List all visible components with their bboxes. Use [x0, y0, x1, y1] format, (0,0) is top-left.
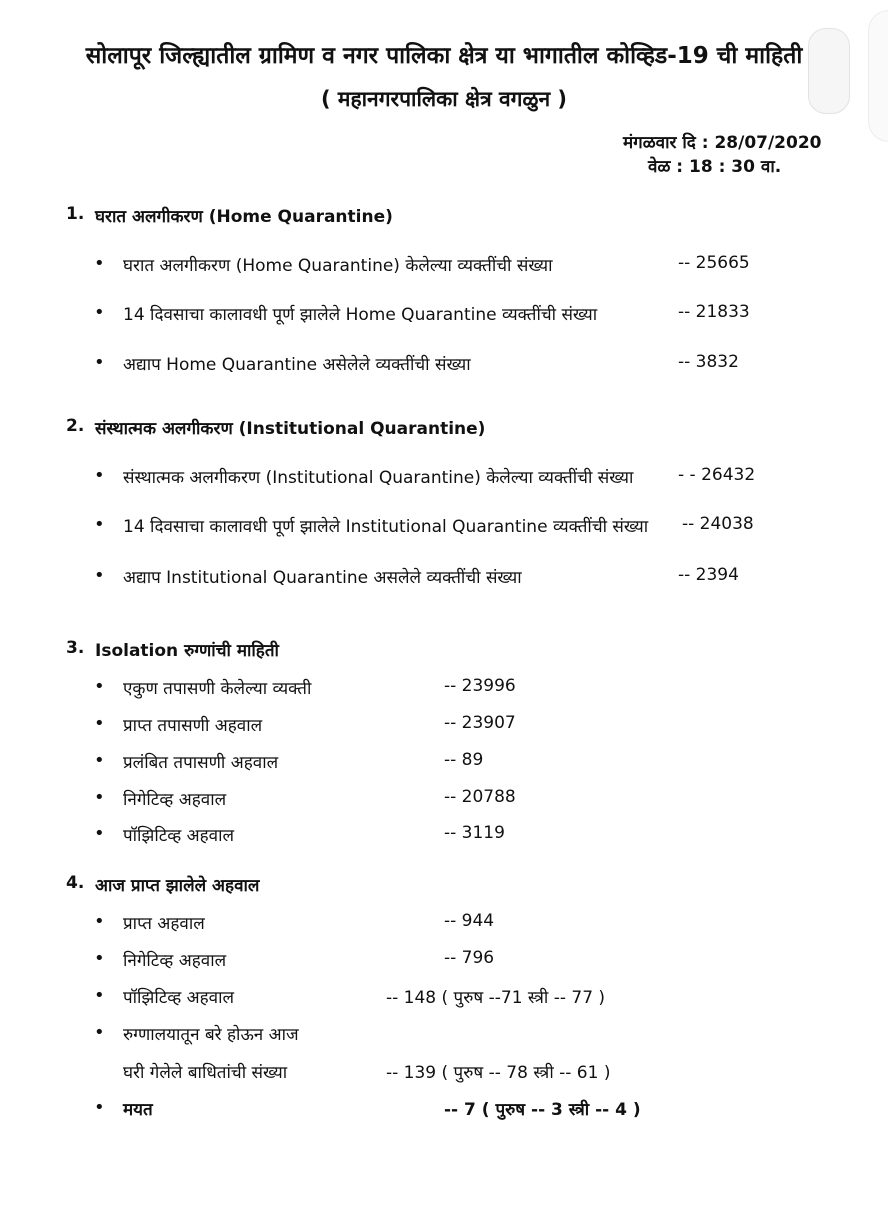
list-item-value: -- 23996: [444, 676, 516, 696]
bullet-icon: •: [94, 253, 105, 274]
list-item-value: -- 3119: [444, 823, 505, 843]
overlay-button: [808, 28, 850, 114]
list-item-label: घरात अलगीकरण (Home Quarantine) केलेल्या व्यक्तींची संख्या: [123, 256, 553, 276]
list-item-label: प्रलंबित तपासणी अहवाल: [123, 753, 279, 773]
list-item-value: -- 796: [444, 948, 495, 968]
list-item-label: निगेटिव्ह अहवाल: [123, 790, 227, 810]
section-number: 1.: [66, 204, 85, 224]
list-item-value: -- 3832: [678, 352, 739, 372]
list-item-value: -- 944: [444, 911, 495, 931]
list-item-value: -- 24038: [682, 514, 754, 534]
bullet-icon: •: [94, 1097, 105, 1118]
list-item-value: -- 139 ( पुरुष -- 78 स्त्री -- 61 ): [386, 1063, 611, 1083]
list-item-value: -- 23907: [444, 713, 516, 733]
report-time: वेळ : 18 : 30 वा.: [648, 157, 782, 177]
list-item-label: प्राप्त अहवाल: [123, 914, 205, 934]
section-title: संस्थात्मक अलगीकरण (Institutional Quarantine): [95, 419, 486, 439]
report-date: मंगळवार दि : 28/07/2020: [623, 133, 822, 153]
list-item-label: पॉझिटिव्ह अहवाल: [123, 826, 235, 846]
list-item-label: प्राप्त तपासणी अहवाल: [123, 716, 263, 736]
list-item-label: 14 दिवसाचा कालावधी पूर्ण झालेले Institutional Quarantine व्यक्तींची संख्या: [123, 517, 649, 537]
section-number: 3.: [66, 638, 85, 658]
bullet-icon: •: [94, 911, 105, 932]
section-number: 4.: [66, 873, 85, 893]
list-item-label: अद्याप Home Quarantine असेलेले व्यक्तींची संख्या: [123, 355, 471, 375]
bullet-icon: •: [94, 787, 105, 808]
list-item-label: अद्याप Institutional Quarantine असलेले व्यक्तींची संख्या: [123, 568, 522, 588]
bullet-icon: •: [94, 1022, 105, 1043]
list-item-label: पॉझिटिव्ह अहवाल: [123, 988, 235, 1008]
list-item-value: -- 21833: [678, 302, 750, 322]
bullet-icon: •: [94, 823, 105, 844]
list-item-value: - - 26432: [678, 465, 756, 485]
list-item-label: संस्थात्मक अलगीकरण (Institutional Quarantine) केलेल्या व्यक्तींची संख्या: [123, 468, 634, 488]
bullet-icon: •: [94, 465, 105, 486]
list-item-label: मयत: [123, 1100, 153, 1120]
section-title: आज प्राप्त झालेले अहवाल: [95, 876, 260, 896]
list-item-value: -- 20788: [444, 787, 516, 807]
document-title: सोलापूर जिल्ह्यातील ग्रामिण व नगर पालिका क्षेत्र या भागातील कोव्हिड-19 ची माहिती: [85, 43, 803, 69]
bullet-icon: •: [94, 352, 105, 373]
bullet-icon: •: [94, 514, 105, 535]
bullet-icon: •: [94, 565, 105, 586]
bullet-icon: •: [94, 676, 105, 697]
section-title: घरात अलगीकरण (Home Quarantine): [95, 207, 393, 227]
list-item-value: -- 148 ( पुरुष --71 स्त्री -- 77 ): [386, 988, 606, 1008]
bullet-icon: •: [94, 302, 105, 323]
bullet-icon: •: [94, 948, 105, 969]
section-number: 2.: [66, 416, 85, 436]
list-item-label: एकुण तपासणी केलेल्या व्यक्ती: [123, 679, 312, 699]
list-item-value: -- 7 ( पुरुष -- 3 स्त्री -- 4 ): [444, 1100, 641, 1120]
list-item-label: 14 दिवसाचा कालावधी पूर्ण झालेले Home Quarantine व्यक्तींची संख्या: [123, 305, 598, 325]
bullet-icon: •: [94, 713, 105, 734]
list-item-value: -- 2394: [678, 565, 739, 585]
list-item-value: -- 89: [444, 750, 484, 770]
list-item-label-continued: घरी गेलेले बाधितांची संख्या: [123, 1063, 288, 1083]
list-item-label: निगेटिव्ह अहवाल: [123, 951, 227, 971]
list-item-value: -- 25665: [678, 253, 750, 273]
bullet-icon: •: [94, 750, 105, 771]
document-subtitle: ( महानगरपालिका क्षेत्र वगळुन ): [320, 87, 568, 111]
section-title: Isolation रुग्णांची माहिती: [95, 641, 279, 661]
overlay-shape: [868, 10, 888, 142]
list-item-label: रुग्णालयातून बरे होऊन आज: [123, 1025, 299, 1045]
bullet-icon: •: [94, 985, 105, 1006]
